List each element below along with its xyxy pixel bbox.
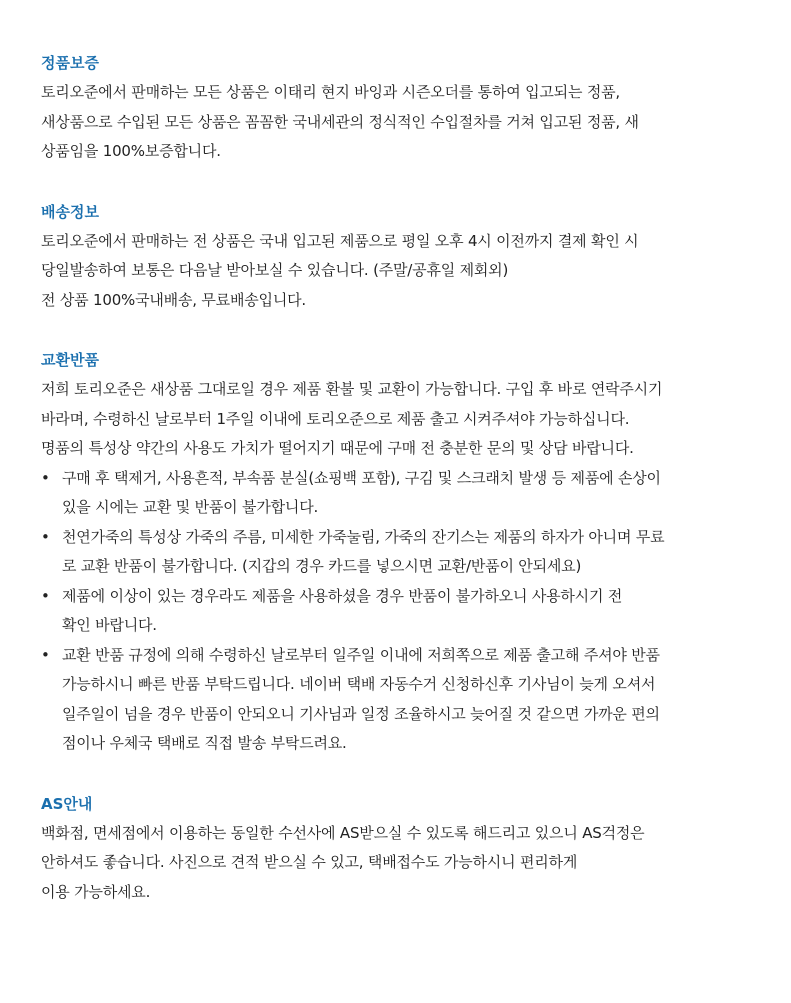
exchange-text-line: 저희 토리오준은 새상품 그대로일 경우 제품 환불 및 교환이 가능합니다. 구입 후 바로 연락주시기 [41,380,663,398]
bullet-dot-icon: • [41,527,50,546]
warranty-heading: 정품보증 [41,54,99,72]
bullet-item [41,582,781,641]
bullet-item [41,464,781,523]
as-text-line: 이용 가능하세요. [41,882,151,901]
bullet-item [41,523,781,582]
bullet-text-line: 확인 바랍니다. [62,616,157,634]
as-text-line: 안하셔도 좋습니다. 사진으로 견적 받으실 수 있고, 택배접수도 가능하시니 편리하게 [41,853,578,871]
bullet-item [41,641,781,759]
policy-document [41,48,781,937]
exchange-text-line: 바라며, 수령하신 날로부터 1주일 이내에 토리오준으로 제품 출고 시켜주셔야 가능하십니다. [41,409,630,428]
bullet-text-line: 로 교환 반품이 불가합니다. (지갑의 경우 카드를 넣으시면 교환/반품이 안되세요) [62,557,582,575]
bullet-dot-icon: • [41,645,50,664]
warranty-text-line: 상품임을 100%보증합니다. [41,142,221,160]
shipping-text-line: 당일발송하여 보통은 다음날 받아보실 수 있습니다. (주말/공휴일 제회외) [41,261,509,279]
bullet-text-line: 교환 반품 규정에 의해 수령하신 날로부터 일주일 이내에 저희쪽으로 제품 출고해 주셔야 반품 [62,645,660,664]
warranty-text-line: 토리오준에서 판매하는 모든 상품은 이태리 현지 바잉과 시즌오더를 통하여 입고되는 정품, [41,83,620,101]
as-section [41,789,781,908]
bullet-text-line: 점이나 우체국 택배로 직접 발송 부탁드려요. [62,734,347,752]
shipping-text-line: 전 상품 100%국내배송, 무료배송입니다. [41,290,306,309]
as-heading: AS안내 [41,794,93,813]
bullet-text-line: 가능하시니 빠른 반품 부탁드립니다. 네이버 택배 자동수거 신청하신후 기사님이 늦게 오셔서 [62,675,656,693]
bullet-dot-icon: • [41,468,50,487]
shipping-heading: 배송정보 [41,202,99,221]
bullet-text-line: 천연가죽의 특성상 가죽의 주름, 미세한 가죽눌림, 가죽의 잔기스는 제품의 하자가 아니며 무료 [62,527,665,546]
exchange-heading: 교환반품 [41,351,99,369]
bullet-text-line: 있을 시에는 교환 및 반품이 불가합니다. [62,498,319,516]
warranty-section [41,48,781,167]
shipping-section [41,197,781,316]
bullet-text-line: 구매 후 택제거, 사용흔적, 부속품 분실(쇼핑백 포함), 구김 및 스크래치 발생 등 제품에 손상이 [62,468,661,487]
as-text-line: 백화점, 면세점에서 이용하는 동일한 수선사에 AS받으실 수 있도록 해드리고 있으니 AS걱정은 [41,823,645,842]
shipping-text-line: 토리오준에서 판매하는 전 상품은 국내 입고된 제품으로 평일 오후 4시 이전까지 결제 확인 시 [41,231,639,250]
bullet-text-line: 제품에 이상이 있는 경우라도 제품을 사용하셨을 경우 반품이 불가하오니 사용하시기 전 [62,586,623,605]
exchange-bullet-list [41,464,781,759]
bullet-text-line: 일주일이 넘을 경우 반품이 안되오니 기사님과 일정 조율하시고 늦어질 것 같으면 가까운 편의 [62,704,660,723]
warranty-text-line: 새상품으로 수입된 모든 상품은 꼼꼼한 국내세관의 정식적인 수입절차를 거쳐 입고된 정품, 새 [41,112,639,131]
exchange-section [41,345,781,759]
bullet-dot-icon: • [41,586,50,605]
exchange-text-line: 명품의 특성상 약간의 사용도 가치가 떨어지기 때문에 구매 전 충분한 문의 및 상담 바랍니다. [41,439,634,457]
